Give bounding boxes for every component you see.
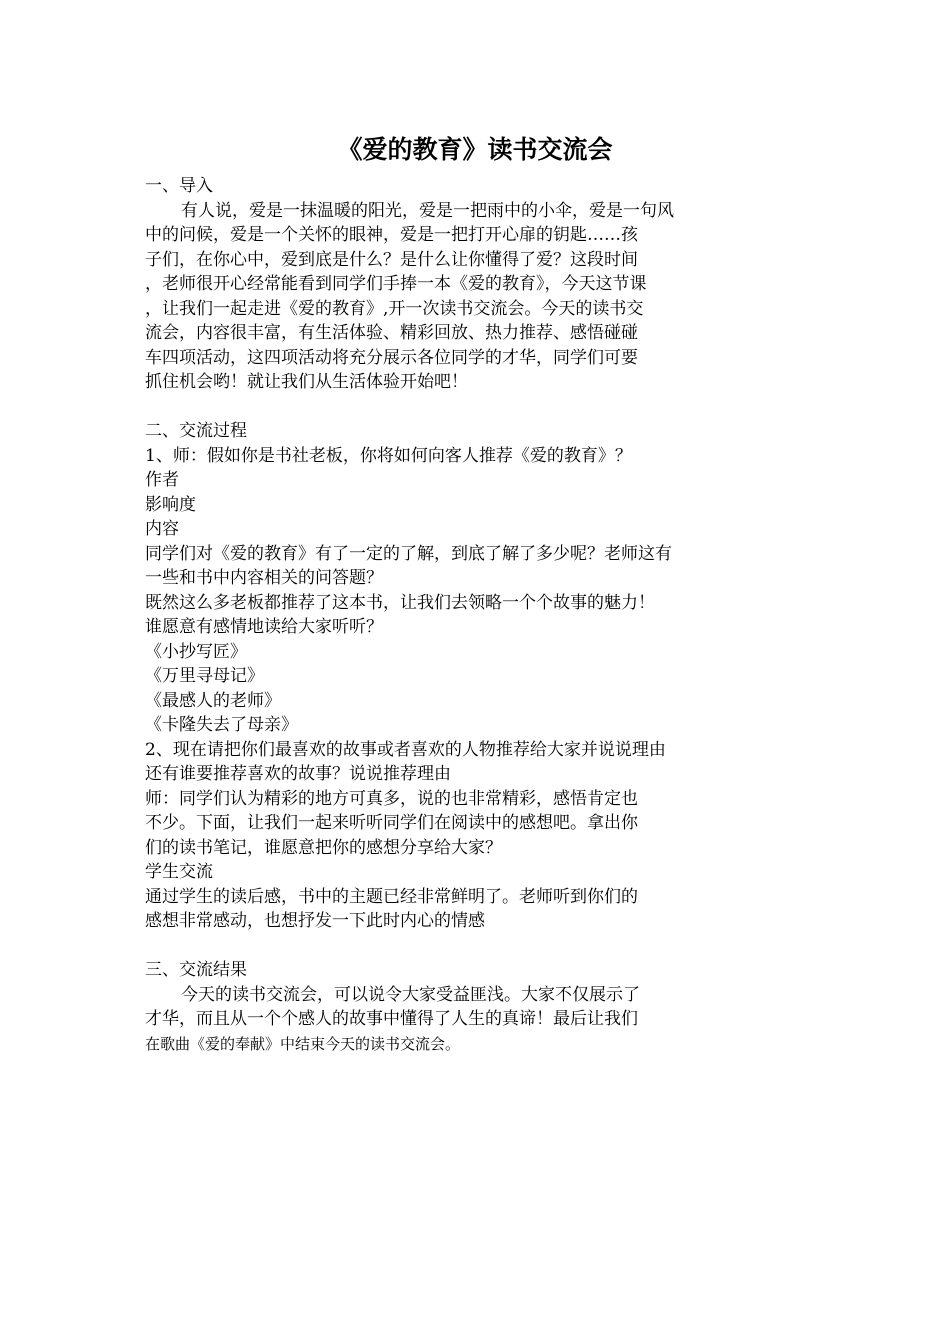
section-3-line: 在歌曲《爱的奉献》中结束今天的读书交流会。 <box>145 1034 461 1053</box>
section-3-heading: 三、交流结果 <box>145 960 247 980</box>
section-2-line: 既然这么多老板都推荐了这本书，让我们去领略一个个故事的魅力！ <box>145 592 655 613</box>
section-2-line: 通过学生的读后感，书中的主题已经非常鲜明了。老师听到你们的 <box>145 886 638 907</box>
section-2-line: 谁愿意有感情地读给大家听听？ <box>145 617 383 637</box>
section-2-line: 《万里寻母记》 <box>145 666 264 686</box>
section-1-line: 中的问候，爱是一个关怀的眼神，爱是一把打开心扉的钥匙……孩 <box>145 225 638 245</box>
section-3-line: 才华，而且从一个个感人的故事中懂得了人生的真谛！最后让我们 <box>145 1009 638 1029</box>
section-1-line: 抓住机会哟！就让我们从生活体验开始吧！ <box>145 372 468 392</box>
section-2-line: 师：同学们认为精彩的地方可真多，说的也非常精彩，感悟肯定也 <box>145 788 638 809</box>
section-1-line: ，老师很开心经常能看到同学们手捧一本《爱的教育》，今天这节课 <box>145 274 647 294</box>
section-spacer <box>145 934 765 959</box>
section-2-line: 《最感人的老师》 <box>145 690 281 711</box>
section-2-line: 不少。下面，让我们一起来听听同学们在阅读中的感想吧。拿出你 <box>145 813 638 833</box>
section-2-line: 学生交流 <box>145 862 213 882</box>
document-title: 《爱的教育》读书交流会 <box>337 135 613 164</box>
section-2-line: 作者 <box>145 470 179 490</box>
section-3-line: 今天的读书交流会，可以说令大家受益匪浅。大家不仅展示了 <box>181 984 640 1005</box>
section-1-line: 车四项活动，这四项活动将充分展示各位同学的才华，同学们可要 <box>145 347 638 368</box>
section-2-line: 《小抄写匠》 <box>145 641 247 662</box>
section-1-line: ，让我们一起走进《爱的教育》,开一次读书交流会。今天的读书交 <box>145 298 644 319</box>
section-2-line: 内容 <box>145 519 179 539</box>
section-2-line: 还有谁要推荐喜欢的故事？说说推荐理由 <box>145 764 451 784</box>
section-2-line: 1、师：假如你是书社老板，你将如何向客人推荐《爱的教育》？ <box>145 445 632 466</box>
document-body <box>145 174 765 1056</box>
section-2-heading: 二、交流过程 <box>145 421 247 441</box>
section-2-line: 感想非常感动，也想抒发一下此时内心的情感 <box>145 911 485 931</box>
section-2-line: 同学们对《爱的教育》有了一定的了解，到底了解了多少呢？老师这有 <box>145 543 672 564</box>
section-2-line: 们的读书笔记，谁愿意把你的感想分享给大家？ <box>145 837 502 858</box>
section-2-line: 一些和书中内容相关的问答题？ <box>145 568 383 588</box>
section-spacer <box>145 395 765 420</box>
section-1-line: 有人说，爱是一抹温暖的阳光，爱是一把雨中的小伞，爱是一句风 <box>181 200 674 221</box>
section-1-line: 流会，内容很丰富，有生活体验、精彩回放、热力推荐、感悟碰碰 <box>145 323 638 343</box>
section-2-line: 影响度 <box>145 494 196 515</box>
section-1-line: 子们，在你心中，爱到底是什么？是什么让你懂得了爱？这段时间 <box>145 249 638 270</box>
section-2-line: 2、现在请把你们最喜欢的故事或者喜欢的人物推荐给大家并说说理由 <box>145 739 666 760</box>
section-1-heading: 一、导入 <box>145 176 213 196</box>
section-2-line: 《卡隆失去了母亲》 <box>145 715 298 735</box>
